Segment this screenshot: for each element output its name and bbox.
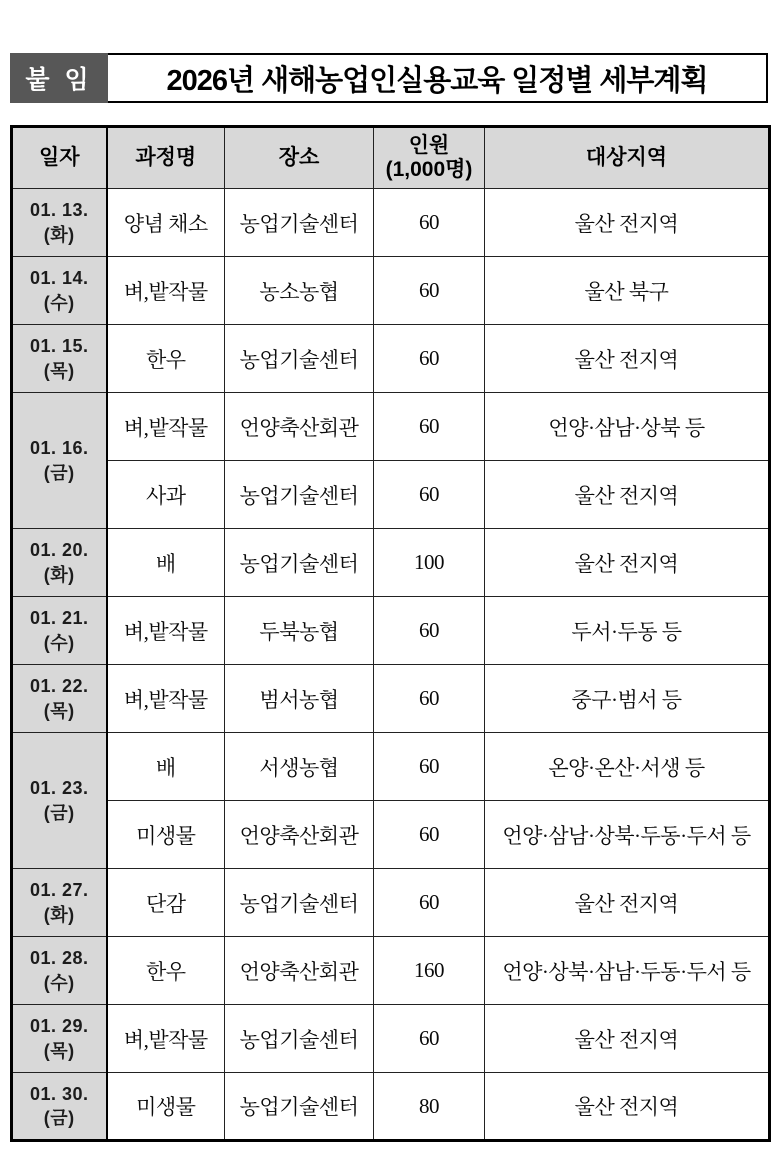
table-row: [12, 393, 770, 461]
date-cell: [12, 257, 107, 325]
table-row: [12, 665, 770, 733]
col-header-people-line1: 인원: [408, 133, 450, 157]
table-header-row: [12, 127, 770, 189]
weekday-text: (화): [43, 564, 75, 585]
region-cell: 언양·삼남·상북 등: [485, 393, 770, 461]
people-cell: 60: [374, 733, 485, 801]
place-cell: 언양축산회관: [225, 393, 374, 461]
course-cell: 배: [107, 529, 225, 597]
col-header-date: 일자: [12, 127, 107, 189]
weekday-text: (수): [43, 972, 75, 993]
course-cell: 벼,밭작물: [107, 597, 225, 665]
course-cell: 미생물: [107, 801, 225, 869]
place-cell: 두북농협: [225, 597, 374, 665]
date-text: 01. 22.: [29, 676, 89, 697]
course-cell: 벼,밭작물: [107, 665, 225, 733]
page-title: 2026년 새해농업인실용교육 일정별 세부계획: [166, 64, 708, 97]
region-cell: 울산 전지역: [485, 1073, 770, 1141]
date-text: 01. 20.: [29, 540, 89, 561]
date-cell: [12, 597, 107, 665]
people-cell: 60: [374, 393, 485, 461]
course-cell: 한우: [107, 937, 225, 1005]
region-cell: 두서·두동 등: [485, 597, 770, 665]
place-cell: 범서농협: [225, 665, 374, 733]
place-cell: 서생농협: [225, 733, 374, 801]
region-cell: 울산 전지역: [485, 189, 770, 257]
date-text: 01. 14.: [29, 268, 89, 289]
place-cell: 언양축산회관: [225, 801, 374, 869]
people-cell: 100: [374, 529, 485, 597]
region-cell: 온양·온산·서생 등: [485, 733, 770, 801]
region-cell: 울산 전지역: [485, 1005, 770, 1073]
date-cell: [12, 529, 107, 597]
course-cell: 단감: [107, 869, 225, 937]
table-row: [12, 937, 770, 1005]
weekday-text: (금): [43, 462, 75, 483]
people-cell: 60: [374, 597, 485, 665]
table-row: [12, 325, 770, 393]
date-text: 01. 13.: [29, 200, 89, 221]
course-cell: 한우: [107, 325, 225, 393]
date-text: 01. 29.: [29, 1016, 89, 1037]
weekday-text: (목): [43, 1040, 75, 1061]
date-text: 01. 27.: [29, 880, 89, 901]
table-row: [12, 1005, 770, 1073]
course-cell: 벼,밭작물: [107, 257, 225, 325]
date-cell: [12, 733, 107, 869]
table-row: [12, 529, 770, 597]
people-cell: 60: [374, 325, 485, 393]
region-cell: 울산 전지역: [485, 325, 770, 393]
col-header-people: [374, 127, 485, 189]
date-cell: [12, 1005, 107, 1073]
course-cell: 벼,밭작물: [107, 1005, 225, 1073]
people-cell: 60: [374, 189, 485, 257]
people-cell: 60: [374, 461, 485, 529]
region-cell: 중구·범서 등: [485, 665, 770, 733]
region-cell: 울산 전지역: [485, 869, 770, 937]
place-cell: 언양축산회관: [225, 937, 374, 1005]
table-row: [12, 733, 770, 801]
place-cell: 농업기술센터: [225, 869, 374, 937]
place-cell: 농업기술센터: [225, 189, 374, 257]
col-header-place: 장소: [225, 127, 374, 189]
date-cell: [12, 665, 107, 733]
region-cell: 울산 북구: [485, 257, 770, 325]
table-row: [12, 801, 770, 869]
place-cell: 농업기술센터: [225, 461, 374, 529]
attachment-header: [10, 53, 768, 103]
date-text: 01. 15.: [29, 336, 89, 357]
col-header-region: 대상지역: [485, 127, 770, 189]
course-cell: 미생물: [107, 1073, 225, 1141]
course-cell: 배: [107, 733, 225, 801]
table-row: [12, 869, 770, 937]
date-text: 01. 21.: [29, 608, 89, 629]
date-cell: [12, 189, 107, 257]
schedule-table: [10, 125, 771, 1142]
region-cell: 울산 전지역: [485, 529, 770, 597]
people-cell: 60: [374, 257, 485, 325]
people-cell: 60: [374, 801, 485, 869]
date-cell: [12, 937, 107, 1005]
place-cell: 농업기술센터: [225, 529, 374, 597]
date-text: 01. 28.: [29, 948, 89, 969]
col-header-people-line2: (1,000명): [385, 158, 473, 181]
table-row: [12, 597, 770, 665]
date-cell: [12, 869, 107, 937]
date-text: 01. 16.: [29, 438, 89, 459]
people-cell: 60: [374, 1005, 485, 1073]
weekday-text: (목): [43, 360, 75, 381]
course-cell: 벼,밭작물: [107, 393, 225, 461]
date-cell: [12, 393, 107, 529]
title-box: [108, 53, 768, 103]
attachment-badge: 붙 임: [10, 53, 108, 103]
place-cell: 농업기술센터: [225, 1005, 374, 1073]
people-cell: 60: [374, 869, 485, 937]
table-row: [12, 189, 770, 257]
weekday-text: (수): [43, 292, 75, 313]
people-cell: 60: [374, 665, 485, 733]
table-row: [12, 1073, 770, 1141]
region-cell: 언양·삼남·상북·두동·두서 등: [485, 801, 770, 869]
weekday-text: (수): [43, 632, 75, 653]
place-cell: 농업기술센터: [225, 1073, 374, 1141]
table-row: [12, 257, 770, 325]
region-cell: 언양·상북·삼남·두동·두서 등: [485, 937, 770, 1005]
table-row: [12, 461, 770, 529]
people-cell: 160: [374, 937, 485, 1005]
date-cell: [12, 325, 107, 393]
date-text: 01. 23.: [29, 778, 89, 799]
place-cell: 농소농협: [225, 257, 374, 325]
weekday-text: (목): [43, 700, 75, 721]
course-cell: 사과: [107, 461, 225, 529]
date-text: 01. 30.: [29, 1083, 89, 1104]
place-cell: 농업기술센터: [225, 325, 374, 393]
date-cell: [12, 1073, 107, 1141]
weekday-text: (금): [43, 802, 75, 823]
course-cell: 양념 채소: [107, 189, 225, 257]
people-cell: 80: [374, 1073, 485, 1141]
region-cell: 울산 전지역: [485, 461, 770, 529]
weekday-text: (화): [43, 904, 75, 925]
col-header-course: 과정명: [107, 127, 225, 189]
weekday-text: (금): [43, 1108, 75, 1128]
weekday-text: (화): [43, 224, 75, 245]
